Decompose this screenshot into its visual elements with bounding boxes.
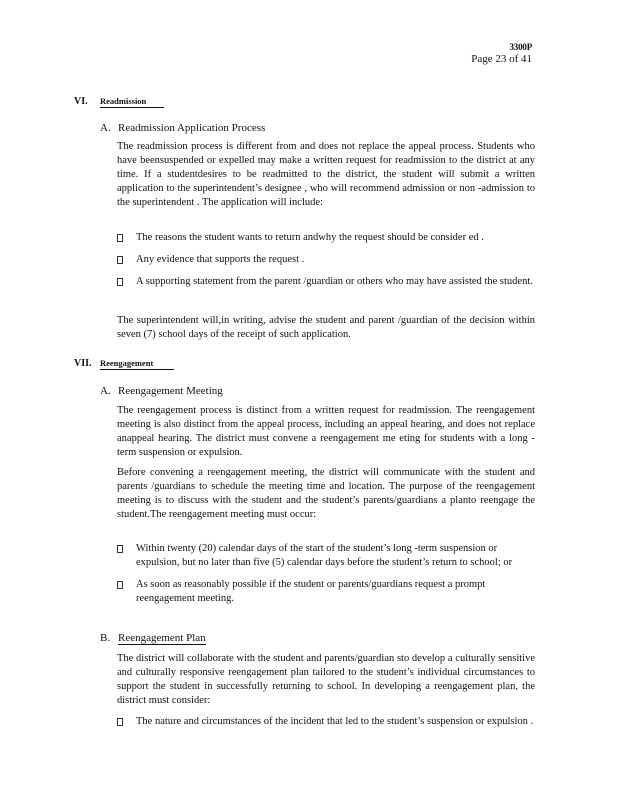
reengagement-paragraph-1: The reengagement process is distinct from a written request for readmission. The reengagement meeting is also distinct from the appeal process, including an appeal hearing, and does not replace anappeal hearing. The district must convene a reengagement me eting for students with a long -term suspension or expulsion.	[117, 405, 535, 458]
list-item: Within twenty (20) calendar days of the start of the student’s long -term suspension or expulsion, but no later than five (5) calendar days before the student’s return to school; or	[117, 542, 535, 570]
list-item: The reasons the student wants to return andwhy the request should be consider ed .	[117, 231, 535, 245]
section-number: VI.	[74, 96, 88, 107]
section-title: Readmission	[100, 95, 164, 108]
readmission-bullet-list	[117, 231, 535, 297]
section-title: Reengagement	[100, 357, 174, 370]
reengagement-meeting-bullet-list	[117, 542, 535, 614]
reengagement-plan-paragraph: The district will collaborate with the student and parents/guardian sto develop a culturally sensitive and culturally responsive reengagement plan tailored to the student’s individual circumstances to support the student in successfully returning to school. In developing a reengagement plan, the district must consider:	[117, 653, 535, 706]
subsection-title: Reengagement Plan	[118, 632, 206, 644]
subsection-title: Reengagement Meeting	[118, 385, 223, 397]
bullet-box-icon	[117, 581, 123, 589]
bullet-box-icon	[117, 234, 123, 242]
bullet-box-icon	[117, 256, 123, 264]
list-item: As soon as reasonably possible if the student or parents/guardians request a prompt reengagement meeting.	[117, 578, 535, 606]
reengagement-meeting-heading	[100, 384, 536, 404]
subsection-title: Readmission Application Process	[118, 122, 266, 134]
bullet-box-icon	[117, 545, 123, 553]
reengagement-paragraph-2: Before convening a reengagement meeting, the district will communicate with the student and parents /guardians to schedule the meeting time and location. The purpose of the reengagement meeting is to discuss with the student and the student’s parents/guardians a planto reengage the student.The reengagement meeting must occur:	[117, 467, 535, 520]
subsection-letter: A.	[100, 385, 111, 397]
section-number: VII.	[74, 358, 92, 369]
list-item: A supporting statement from the parent /guardian or others who may have assisted the student.	[117, 275, 535, 289]
reengagement-plan-bullet-list	[117, 715, 535, 737]
reengagement-plan-heading	[100, 631, 536, 651]
subsection-letter: A.	[100, 122, 111, 134]
readmission-paragraph: The readmission process is different from and does not replace the appeal process. Students who have beensuspended or expelled may make a written request for readmission to the district at any time. If a studentdesires to be readmitted to the district, the student will submit a written application to the superintendent’s designee , who will recommend admission or non -admission to the superintendent . The application will include:	[117, 141, 535, 208]
superintendent-decision-paragraph: The superintendent will,in writing, advise the student and parent /guardian of the decision within seven (7) school days of the receipt of such application.	[117, 315, 535, 340]
page-number: Page 23 of 41	[471, 53, 532, 65]
bullet-box-icon	[117, 718, 123, 726]
bullet-box-icon	[117, 278, 123, 286]
list-item: The nature and circumstances of the incident that led to the student’s suspension or expulsion .	[117, 715, 535, 729]
readmission-application-heading	[100, 121, 536, 141]
subsection-letter: B.	[100, 632, 111, 644]
list-item: Any evidence that supports the request .	[117, 253, 535, 267]
policy-code: 3300P	[509, 42, 532, 52]
